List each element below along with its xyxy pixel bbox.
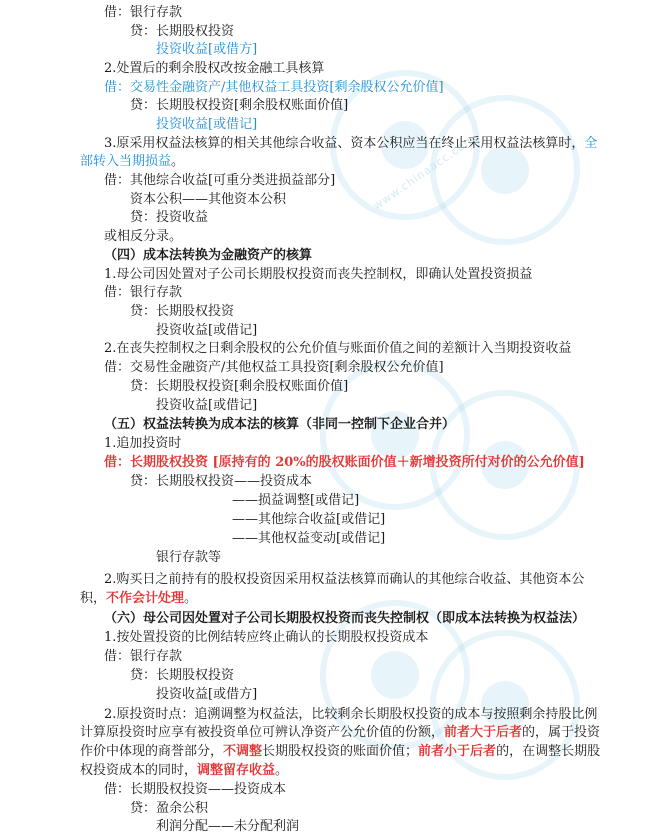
journal-line: ——其他综合收益[或借记] bbox=[232, 512, 386, 527]
section-heading: （六）母公司因处置对子公司长期股权投资而丧失控制权（即成本法转换为权益法） bbox=[104, 611, 586, 626]
journal-line: 借：长期股权投资——投资成本 bbox=[104, 782, 287, 797]
journal-line: 投资收益[或借记] bbox=[156, 398, 258, 413]
paragraph-line: 1.追加投资时 bbox=[104, 436, 182, 451]
paragraph-line bbox=[80, 743, 600, 761]
watermark-logo-icon bbox=[362, 642, 429, 709]
paragraph-line: 2.处置后的剩余股权改按金融工具核算 bbox=[104, 61, 325, 76]
text-segment: 的，属于投资 bbox=[522, 725, 601, 740]
journal-line: 贷：投资收益 bbox=[130, 210, 209, 225]
section-heading: （四）成本法转换为金融资产的核算 bbox=[104, 248, 313, 263]
text-segment: 。 bbox=[184, 591, 198, 606]
paragraph-line bbox=[80, 590, 197, 608]
paragraph-line bbox=[80, 724, 600, 742]
text-segment: 权投资成本的同时， bbox=[80, 763, 198, 778]
text-segment: 3.原采用权益法核算的相关其他综合收益、资本公积应当在终止采用权益法核算时， bbox=[104, 136, 585, 151]
text-segment: 。 bbox=[275, 763, 289, 778]
highlight-text: 调整留存收益 bbox=[197, 763, 276, 778]
section-heading: （五）权益法转换为成本法的核算（非同一控制下企业合并） bbox=[104, 417, 456, 432]
highlight-text: 不调整 bbox=[223, 744, 263, 759]
journal-line: 贷：长期股权投资 bbox=[130, 24, 235, 39]
highlight-text: 全 bbox=[584, 136, 598, 151]
text-segment: 积， bbox=[80, 591, 107, 606]
paragraph-line: 2.在丧失控制权之日剩余股权的公允价值与账面价值之间的差额计入当期投资收益 bbox=[104, 341, 572, 356]
journal-line: 投资收益[或借记] bbox=[156, 117, 258, 132]
journal-line: 借：长期股权投资 [原持有的 20%的股权账面价值＋新增投资所付对价的公允价值] bbox=[104, 455, 585, 470]
journal-line: 贷：长期股权投资 bbox=[130, 304, 235, 319]
watermark-stamp bbox=[401, 601, 610, 810]
journal-line: 贷：盈余公积 bbox=[130, 801, 209, 816]
text-segment: 。 bbox=[171, 154, 185, 169]
journal-line: 借：银行存款 bbox=[104, 5, 183, 20]
paragraph-line: 2.原投资时点：追溯调整为权益法，比较剩余长期股权投资的成本与按照剩余持股比例 bbox=[104, 707, 598, 722]
journal-line: 贷：长期股权投资[剩余股权账面价值] bbox=[130, 98, 349, 113]
highlight-text: 前者小于后者 bbox=[418, 744, 497, 759]
journal-line: 贷：长期股权投资 bbox=[130, 668, 235, 683]
journal-line: 投资收益[或借方] bbox=[156, 42, 258, 57]
paragraph-line bbox=[80, 153, 184, 171]
journal-line: ——损益调整[或借记] bbox=[232, 493, 360, 508]
paragraph-line: 1.母公司因处置对子公司长期股权投资而丧失控制权，即确认处置投资损益 bbox=[104, 267, 533, 282]
paragraph-line: 或相反分录。 bbox=[104, 229, 183, 244]
paragraph-line bbox=[80, 762, 288, 780]
text-segment: 计算原投资时应享有被投资单位可辨认净资产公允价值的份额， bbox=[80, 725, 445, 740]
paragraph-line: 2.购买日之前持有的股权投资因采用权益法核算而确认的其他综合收益、其他资本公 bbox=[104, 572, 585, 587]
journal-line: 投资收益[或借记] bbox=[156, 323, 258, 338]
journal-line: 贷：长期股权投资[剩余股权账面价值] bbox=[130, 379, 349, 394]
text-segment: 的，在调整长期股 bbox=[496, 744, 601, 759]
highlight-text: 不作会计处理 bbox=[106, 591, 185, 606]
paragraph-line: 1.按处置投资的比例结转应终止确认的长期股权投资成本 bbox=[104, 630, 429, 645]
journal-line: 借：其他综合收益[可重分类进损益部分] bbox=[104, 173, 336, 188]
journal-line: 借：交易性金融资产/其他权益工具投资[剩余股权公允价值] bbox=[104, 360, 444, 375]
text-segment: 作价中体现的商誉部分， bbox=[80, 744, 224, 759]
paragraph-line bbox=[104, 135, 597, 153]
journal-line: 借：银行存款 bbox=[104, 285, 183, 300]
journal-line: ——其他权益变动[或借记] bbox=[232, 531, 386, 546]
journal-line: 投资收益[或借方] bbox=[156, 687, 258, 702]
journal-line: 银行存款等 bbox=[156, 550, 222, 565]
journal-line: 贷：长期股权投资——投资成本 bbox=[130, 474, 313, 489]
highlight-text: 部转入当期损益 bbox=[80, 154, 172, 169]
watermark-text: www.chinaacc.com bbox=[370, 132, 478, 213]
journal-line: 利润分配——未分配利润 bbox=[156, 819, 300, 834]
journal-line: 借：银行存款 bbox=[104, 649, 183, 664]
text-segment: 长期股权投资的账面价值； bbox=[262, 744, 419, 759]
journal-line: 资本公积——其他资本公积 bbox=[130, 192, 287, 207]
highlight-text: 前者大于后者 bbox=[444, 725, 523, 740]
journal-line: 借：交易性金融资产/其他权益工具投资[剩余股权公允价值] bbox=[104, 80, 444, 95]
